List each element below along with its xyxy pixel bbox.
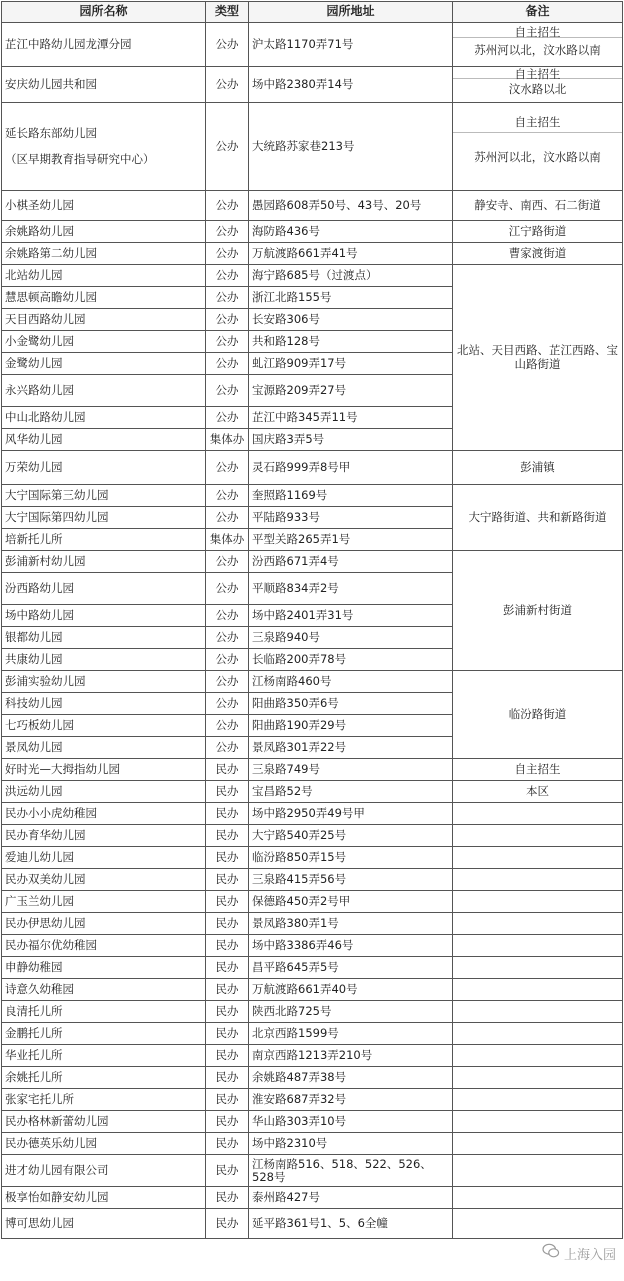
- cell-type: 公办: [206, 737, 249, 759]
- cell-address: 淮安路687弄32号: [249, 1089, 453, 1111]
- cell-type: 民办: [206, 1111, 249, 1133]
- note-part: 自主招生: [514, 67, 561, 81]
- cell-name: 华业托儿所: [2, 1045, 206, 1067]
- cell-type: 民办: [206, 1045, 249, 1067]
- header-note: 备注: [453, 2, 623, 23]
- cell-note: 江宁路街道: [453, 221, 623, 243]
- cell-address: 芷江中路345弄11号: [249, 407, 453, 429]
- cell-note: [453, 1089, 623, 1111]
- cell-note: 本区: [453, 781, 623, 803]
- cell-name: 七巧板幼儿园: [2, 715, 206, 737]
- note-part: 苏州河以北，汶水路以南: [453, 37, 622, 62]
- cell-name: 申静幼稚园: [2, 957, 206, 979]
- table-row: [2, 935, 623, 957]
- cell-note: [453, 847, 623, 869]
- cell-note: [453, 1045, 623, 1067]
- cell-type: 民办: [206, 891, 249, 913]
- table-header-row: [2, 2, 623, 23]
- table-row: [2, 1133, 623, 1155]
- cell-note: [453, 1111, 623, 1133]
- cell-type: 公办: [206, 693, 249, 715]
- wechat-icon: [542, 1243, 560, 1263]
- cell-note: 彭浦新村街道: [453, 551, 623, 671]
- cell-type: 民办: [206, 935, 249, 957]
- cell-note: [453, 1001, 623, 1023]
- cell-type: 公办: [206, 191, 249, 221]
- cell-type: 民办: [206, 1133, 249, 1155]
- cell-name: 大宁国际第四幼儿园: [2, 507, 206, 529]
- cell-note: [453, 1133, 623, 1155]
- cell-note: [453, 67, 623, 103]
- cell-type: 公办: [206, 67, 249, 103]
- cell-name: 余姚路幼儿园: [2, 221, 206, 243]
- cell-type: 公办: [206, 627, 249, 649]
- cell-address: 浙江北路155号: [249, 287, 453, 309]
- cell-address: 南京西路1213弄210号: [249, 1045, 453, 1067]
- cell-address: 华山路303弄10号: [249, 1111, 453, 1133]
- cell-type: 民办: [206, 979, 249, 1001]
- cell-type: 公办: [206, 485, 249, 507]
- cell-note: [453, 1023, 623, 1045]
- table-row: [2, 1067, 623, 1089]
- cell-address: 场中路2401弄31号: [249, 605, 453, 627]
- cell-type: 民办: [206, 1187, 249, 1209]
- table-row: [2, 781, 623, 803]
- note-part: 苏州河以北，汶水路以南: [453, 132, 622, 181]
- cell-name: 共康幼儿园: [2, 649, 206, 671]
- cell-type: 公办: [206, 649, 249, 671]
- cell-type: 民办: [206, 825, 249, 847]
- table-row: [2, 759, 623, 781]
- cell-name: 安庆幼儿园共和园: [2, 67, 206, 103]
- cell-note: [453, 825, 623, 847]
- cell-type: 公办: [206, 671, 249, 693]
- cell-address: 宝昌路52号: [249, 781, 453, 803]
- cell-type: 民办: [206, 1209, 249, 1239]
- cell-address: 景凤路301弄22号: [249, 737, 453, 759]
- table-row: [2, 1155, 623, 1187]
- cell-type: 公办: [206, 573, 249, 605]
- cell-address: 长临路200弄78号: [249, 649, 453, 671]
- table-row: [2, 671, 623, 693]
- table-row: [2, 1045, 623, 1067]
- table-row: [2, 1209, 623, 1239]
- cell-address: 海防路436号: [249, 221, 453, 243]
- cell-note: [453, 103, 623, 191]
- cell-address: 奎照路1169号: [249, 485, 453, 507]
- table-row: [2, 979, 623, 1001]
- cell-note: [453, 979, 623, 1001]
- cell-type: 公办: [206, 375, 249, 407]
- cell-address: 平型关路265弄1号: [249, 529, 453, 551]
- cell-type: 公办: [206, 331, 249, 353]
- cell-name: 民办格林新蕾幼儿园: [2, 1111, 206, 1133]
- cell-name: 金鹭幼儿园: [2, 353, 206, 375]
- cell-type: 民办: [206, 1023, 249, 1045]
- cell-type: 民办: [206, 913, 249, 935]
- cell-type: 民办: [206, 1067, 249, 1089]
- cell-name: 爱迪儿幼儿园: [2, 847, 206, 869]
- cell-note: [453, 869, 623, 891]
- table-row: [2, 825, 623, 847]
- cell-address: 三泉路940号: [249, 627, 453, 649]
- cell-name: 良清托儿所: [2, 1001, 206, 1023]
- cell-name: 民办伊思幼儿园: [2, 913, 206, 935]
- cell-name: 汾西路幼儿园: [2, 573, 206, 605]
- cell-address: 江杨南路460号: [249, 671, 453, 693]
- cell-name: 张家宅托儿所: [2, 1089, 206, 1111]
- cell-name: 金鹏托儿所: [2, 1023, 206, 1045]
- cell-note: 彭浦镇: [453, 451, 623, 485]
- cell-address: 阳曲路190弄29号: [249, 715, 453, 737]
- note-part: 自主招生: [514, 115, 561, 129]
- cell-type: 公办: [206, 507, 249, 529]
- cell-name: 彭浦新村幼儿园: [2, 551, 206, 573]
- cell-name: 小金鹭幼儿园: [2, 331, 206, 353]
- cell-name: 风华幼儿园: [2, 429, 206, 451]
- cell-address: 北京西路1599号: [249, 1023, 453, 1045]
- header-type: 类型: [206, 2, 249, 23]
- cell-name: 大宁国际第三幼儿园: [2, 485, 206, 507]
- cell-name: 芷江中路幼儿园龙潭分园: [2, 23, 206, 67]
- cell-note: 北站、天目西路、芷江西路、宝山路街道: [453, 265, 623, 451]
- cell-type: 公办: [206, 407, 249, 429]
- cell-note: [453, 1209, 623, 1239]
- cell-name: 余姚托儿所: [2, 1067, 206, 1089]
- cell-name: 培新托儿所: [2, 529, 206, 551]
- table-row: [2, 551, 623, 573]
- cell-address: 大统路苏家巷213号: [249, 103, 453, 191]
- kindergarten-table: [1, 1, 623, 1239]
- cell-name: 广玉兰幼儿园: [2, 891, 206, 913]
- cell-address: 虬江路909弄17号: [249, 353, 453, 375]
- cell-type: 公办: [206, 103, 249, 191]
- cell-address: 平陆路933号: [249, 507, 453, 529]
- cell-name: 万荣幼儿园: [2, 451, 206, 485]
- cell-type: 民办: [206, 1155, 249, 1187]
- cell-address: 景凤路380弄1号: [249, 913, 453, 935]
- cell-name: 场中路幼儿园: [2, 605, 206, 627]
- table-row: [2, 191, 623, 221]
- cell-name: 诗意久幼稚园: [2, 979, 206, 1001]
- cell-type: 民办: [206, 957, 249, 979]
- cell-type: 民办: [206, 869, 249, 891]
- cell-note: [453, 803, 623, 825]
- cell-type: 公办: [206, 551, 249, 573]
- cell-address: 汾西路671弄4号: [249, 551, 453, 573]
- cell-name: 延长路东部幼儿园 （区早期教育指导研究中心）: [2, 103, 206, 191]
- cell-name: 民办福尔优幼稚园: [2, 935, 206, 957]
- table-row: [2, 485, 623, 507]
- note-part: 汶水路以北: [453, 78, 622, 99]
- cell-address: 陕西北路725号: [249, 1001, 453, 1023]
- header-address: 园所地址: [249, 2, 453, 23]
- cell-note: [453, 935, 623, 957]
- cell-address: 场中路2950弄49号甲: [249, 803, 453, 825]
- cell-name: 进才幼儿园有限公司: [2, 1155, 206, 1187]
- cell-type: 公办: [206, 451, 249, 485]
- cell-address: 延平路361号1、5、6全幢: [249, 1209, 453, 1239]
- cell-name: 余姚路第二幼儿园: [2, 243, 206, 265]
- cell-address: 余姚路487弄38号: [249, 1067, 453, 1089]
- table-row: [2, 803, 623, 825]
- cell-address: 海宁路685号（过渡点）: [249, 265, 453, 287]
- cell-address: 江杨南路516、518、522、526、528号: [249, 1155, 453, 1187]
- table-row: [2, 1023, 623, 1045]
- table-row: [2, 67, 623, 103]
- cell-name: 民办德英乐幼儿园: [2, 1133, 206, 1155]
- cell-name: 北站幼儿园: [2, 265, 206, 287]
- cell-name: 小棋圣幼儿园: [2, 191, 206, 221]
- cell-address: 阳曲路350弄6号: [249, 693, 453, 715]
- watermark: [542, 1243, 616, 1263]
- watermark-text: 上海入园: [563, 1247, 616, 1263]
- cell-address: 保德路450弄2号甲: [249, 891, 453, 913]
- cell-name: 中山北路幼儿园: [2, 407, 206, 429]
- cell-address: 共和路128号: [249, 331, 453, 353]
- cell-address: 愚园路608弄50号、43号、20号: [249, 191, 453, 221]
- cell-note: [453, 1155, 623, 1187]
- cell-address: 平顺路834弄2号: [249, 573, 453, 605]
- cell-note: [453, 1067, 623, 1089]
- cell-name: 永兴路幼儿园: [2, 375, 206, 407]
- cell-name: 民办双美幼儿园: [2, 869, 206, 891]
- cell-address: 宝源路209弄27号: [249, 375, 453, 407]
- cell-type: 公办: [206, 715, 249, 737]
- note-part: 自主招生: [514, 25, 561, 39]
- cell-type: 民办: [206, 1001, 249, 1023]
- cell-name: 博可思幼儿园: [2, 1209, 206, 1239]
- cell-note: 静安寺、南西、石二街道: [453, 191, 623, 221]
- cell-type: 集体办: [206, 529, 249, 551]
- table-row: [2, 243, 623, 265]
- cell-name: 景凤幼儿园: [2, 737, 206, 759]
- cell-address: 国庆路3弄5号: [249, 429, 453, 451]
- table-row: [2, 913, 623, 935]
- cell-type: 公办: [206, 605, 249, 627]
- cell-note: [453, 957, 623, 979]
- table-row: [2, 1111, 623, 1133]
- cell-type: 公办: [206, 287, 249, 309]
- table-row: [2, 1187, 623, 1209]
- cell-address: 昌平路645弄5号: [249, 957, 453, 979]
- cell-type: 公办: [206, 309, 249, 331]
- table-row: [2, 1089, 623, 1111]
- table-row: [2, 869, 623, 891]
- cell-type: 民办: [206, 847, 249, 869]
- cell-name: 好时光—大拇指幼儿园: [2, 759, 206, 781]
- cell-name: 极享怡如静安幼儿园: [2, 1187, 206, 1209]
- cell-address: 三泉路415弄56号: [249, 869, 453, 891]
- cell-address: 万航渡路661弄40号: [249, 979, 453, 1001]
- cell-type: 民办: [206, 803, 249, 825]
- cell-name: 天目西路幼儿园: [2, 309, 206, 331]
- table-row: [2, 451, 623, 485]
- table-row: [2, 265, 623, 287]
- cell-name: 洪远幼儿园: [2, 781, 206, 803]
- cell-name: 科技幼儿园: [2, 693, 206, 715]
- cell-type: 公办: [206, 265, 249, 287]
- cell-note: [453, 891, 623, 913]
- cell-type: 公办: [206, 23, 249, 67]
- cell-name: 银都幼儿园: [2, 627, 206, 649]
- cell-address: 临汾路850弄15号: [249, 847, 453, 869]
- cell-type: 民办: [206, 1089, 249, 1111]
- cell-address: 大宁路540弄25号: [249, 825, 453, 847]
- cell-address: 场中路2310号: [249, 1133, 453, 1155]
- table-row: [2, 1001, 623, 1023]
- table-row: [2, 891, 623, 913]
- table-row: [2, 957, 623, 979]
- table-row: [2, 847, 623, 869]
- cell-note: 自主招生: [453, 759, 623, 781]
- cell-address: 场中路3386弄46号: [249, 935, 453, 957]
- cell-type: 公办: [206, 353, 249, 375]
- table-row: [2, 221, 623, 243]
- cell-address: 三泉路749号: [249, 759, 453, 781]
- cell-note: [453, 23, 623, 67]
- cell-type: 公办: [206, 243, 249, 265]
- cell-type: 民办: [206, 781, 249, 803]
- cell-address: 场中路2380弄14号: [249, 67, 453, 103]
- cell-note: 大宁路街道、共和新路街道: [453, 485, 623, 551]
- cell-address: 泰州路427号: [249, 1187, 453, 1209]
- cell-address: 长安路306号: [249, 309, 453, 331]
- cell-note: [453, 1187, 623, 1209]
- cell-note: [453, 913, 623, 935]
- cell-type: 集体办: [206, 429, 249, 451]
- cell-note: 曹家渡街道: [453, 243, 623, 265]
- cell-address: 万航渡路661弄41号: [249, 243, 453, 265]
- table-row: [2, 103, 623, 191]
- header-name: 园所名称: [2, 2, 206, 23]
- cell-type: 公办: [206, 221, 249, 243]
- cell-address: 灵石路999弄8号甲: [249, 451, 453, 485]
- cell-name: 民办小小虎幼稚园: [2, 803, 206, 825]
- cell-name: 彭浦实验幼儿园: [2, 671, 206, 693]
- table-body: [2, 23, 623, 1239]
- cell-name: 慧思顿高瞻幼儿园: [2, 287, 206, 309]
- cell-note: 临汾路街道: [453, 671, 623, 759]
- cell-address: 沪太路1170弄71号: [249, 23, 453, 67]
- cell-name: 民办育华幼儿园: [2, 825, 206, 847]
- table-row: [2, 23, 623, 67]
- cell-type: 民办: [206, 759, 249, 781]
